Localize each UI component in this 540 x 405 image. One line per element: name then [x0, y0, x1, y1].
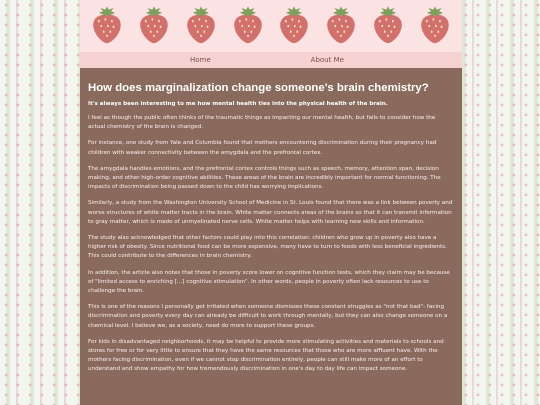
strawberry-icon — [276, 6, 312, 46]
post-paragraph: For instance, one study from Yale and Columbia found that mothers encountering discrimination during their pregnancy had children with weaker connectivity between the amygdala and the prefrontal cortex. — [88, 140, 437, 156]
strawberry-icon — [417, 6, 453, 46]
nav-bar — [80, 52, 462, 68]
strawberry-icon — [183, 6, 219, 46]
strawberry-icon — [370, 6, 406, 46]
page-container — [80, 0, 462, 405]
post-paragraph: This is one of the reasons I personally get irritated when someone dismisses these constant struggles as "not that bad"- facing discrimination and poverty every day can already be difficult to work through mentally, but they can also change someone on a chemical level. I believe we, as a society, need do more to support these groups. — [88, 304, 448, 329]
post-paragraph: In addition, the article also notes that those in poverty score lower on cognitive function tests, which they claim may be because of "limited access to enriching [...] cognitive stimulation". In other words, people in poverty often lack resources to use to challenge the brain. — [88, 269, 450, 295]
post-paragraph: The study also acknowledged that other factors could play into this correlation: children who grow up in poverty also have a higher risk of obesity. Since nutritional food can be more expensive, many have to turn to foods with less beneficial ingredients. This could contribute to the differences in brain chemistry. — [88, 235, 447, 260]
post-paragraph: The amygdala handles emotions, and the prefrontal cortex controls things such as speech, memory, attention span, decision making, and other high-order cognitive abilities. These areas of the brain are incredibly important for normal functioning. The impacts of discrimination being passed down to the child has worrying implications. — [88, 165, 441, 191]
post-content — [80, 68, 462, 375]
strawberry-icon — [136, 6, 172, 46]
strawberry-icon — [230, 6, 266, 46]
post-title: How does marginalization change someone's brain chemistry? — [88, 82, 429, 94]
post-paragraph: For kids in disadvantaged neighborhoods, it may be helpful to provide more stimulating activities and materials to schools and stores for free or for very little to ensure that they have the same resources that those who are more affluent have. With the mothers facing discrimination, even if we cannot stop discrimination entirely, people can still make more of an effort to understand and show empathy for how tremendously discrimination in one's day to day life can impact someone. — [88, 338, 444, 373]
nav-link-home[interactable]: Home — [190, 56, 211, 64]
strawberry-icon — [323, 6, 359, 46]
post-paragraph: I feel as though the public often thinks of the traumatic things as impacting our mental health, but fails to consider how the actual chemistry of the brain is changed. — [88, 115, 436, 131]
background-dots-left — [0, 0, 80, 405]
strawberry-banner — [80, 0, 462, 52]
strawberry-icon — [89, 6, 125, 46]
background-dots-right — [460, 0, 540, 405]
post-lead: It's always been interesting to me how mental health ties into the physical health of the brain. — [88, 101, 388, 107]
nav-link-about-me[interactable]: About Me — [310, 56, 344, 64]
post-paragraph: Similarly, a study from the Washington University School of Medicine in St. Louis found that there was a link between poverty and worse structures of white matter tracts in the brain. White matter connects areas of the brains so that it can transmit information to gray matter, which is made of unmyelinated nerve cells. White matter helps with learning new skills and information. — [88, 200, 453, 225]
